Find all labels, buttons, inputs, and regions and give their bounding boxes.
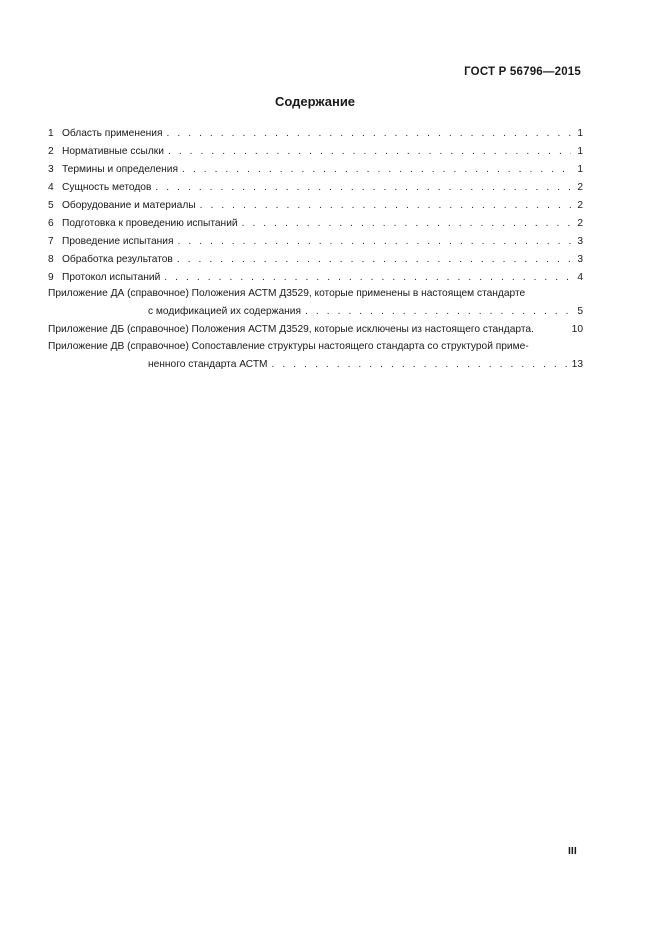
toc-entry-2[interactable] [48, 146, 583, 157]
toc-entry-page: 1 [577, 146, 583, 157]
toc-entry-3[interactable] [48, 164, 583, 175]
toc-entry-page: 5 [577, 306, 583, 317]
toc-entry-number: 3 [48, 164, 54, 175]
toc-entry-number: 6 [48, 218, 54, 229]
toc-leader-dots [200, 200, 571, 211]
toc-entry-page: 13 [571, 359, 583, 370]
toc-appendix-dv-title[interactable]: Приложение ДВ (справочное) Сопоставление структуры настоящего стандарта со структурой приме- [48, 341, 529, 352]
toc-entry-label: Оборудование и материалы [62, 200, 196, 211]
page-title: Содержание [274, 94, 356, 109]
page-number: III [568, 845, 577, 857]
toc-entry-number: 5 [48, 200, 54, 211]
toc-entry-5[interactable] [48, 200, 583, 211]
toc-entry-page: 4 [577, 272, 583, 283]
toc-entry-label: Подготовка к проведению испытаний [62, 218, 238, 229]
toc-leader-dots [242, 218, 571, 229]
toc-leader-dots [182, 164, 571, 175]
document-code: ГОСТ Р 56796—2015 [464, 66, 581, 78]
toc-leader-dots [305, 306, 571, 317]
toc-appendix-da-cont[interactable] [148, 306, 583, 317]
toc-entry-4[interactable] [48, 182, 583, 193]
toc-entry-page: 2 [577, 182, 583, 193]
toc-entry-number: 7 [48, 236, 54, 247]
toc-leader-dots [177, 254, 571, 265]
toc-leader-dots [168, 146, 571, 157]
toc-appendix-db[interactable] [48, 324, 583, 335]
toc-entry-number: 2 [48, 146, 54, 157]
toc-entry-page: 3 [577, 236, 583, 247]
toc-entry-label: ненного стандарта АСТМ [148, 359, 268, 370]
toc-entry-1[interactable] [48, 128, 583, 139]
toc-entry-label: Термины и определения [62, 164, 178, 175]
toc-entry-label: Приложение ДБ (справочное) Положения АСТМ Д3529, которые исключены из настоящего стандарта. [48, 324, 534, 335]
toc-leader-dots [155, 182, 571, 193]
toc-entry-page: 1 [577, 128, 583, 139]
toc-entry-label: Нормативные ссылки [62, 146, 164, 157]
toc-leader-dots [164, 272, 571, 283]
toc-entry-7[interactable] [48, 236, 583, 247]
toc-entry-label: Сущность методов [62, 182, 152, 193]
toc-entry-label: Протокол испытаний [62, 272, 161, 283]
toc-entry-9[interactable] [48, 272, 583, 283]
toc-entry-page: 2 [577, 200, 583, 211]
toc-entry-8[interactable] [48, 254, 583, 265]
toc-entry-page: 2 [577, 218, 583, 229]
toc-entry-number: 8 [48, 254, 54, 265]
toc-entry-page: 3 [577, 254, 583, 265]
toc-entry-label: Область применения [62, 128, 163, 139]
toc-entry-page: 10 [571, 324, 583, 335]
toc-leader-dots [166, 128, 571, 139]
toc-entry-6[interactable] [48, 218, 583, 229]
toc-entry-page: 1 [577, 164, 583, 175]
toc-leader-dots [178, 236, 572, 247]
toc-entry-label: Обработка результатов [62, 254, 173, 265]
toc-leader-dots [272, 359, 568, 370]
toc-entry-label: Проведение испытания [62, 236, 174, 247]
toc-entry-number: 4 [48, 182, 54, 193]
toc-appendix-dv-cont[interactable] [148, 359, 583, 370]
toc-appendix-da-title[interactable]: Приложение ДА (справочное) Положения АСТМ Д3529, которые применены в настоящем стандарте [48, 288, 526, 299]
toc-entry-label: с модификацией их содержания [148, 306, 301, 317]
toc-entry-number: 1 [48, 128, 54, 139]
toc-entry-number: 9 [48, 272, 54, 283]
